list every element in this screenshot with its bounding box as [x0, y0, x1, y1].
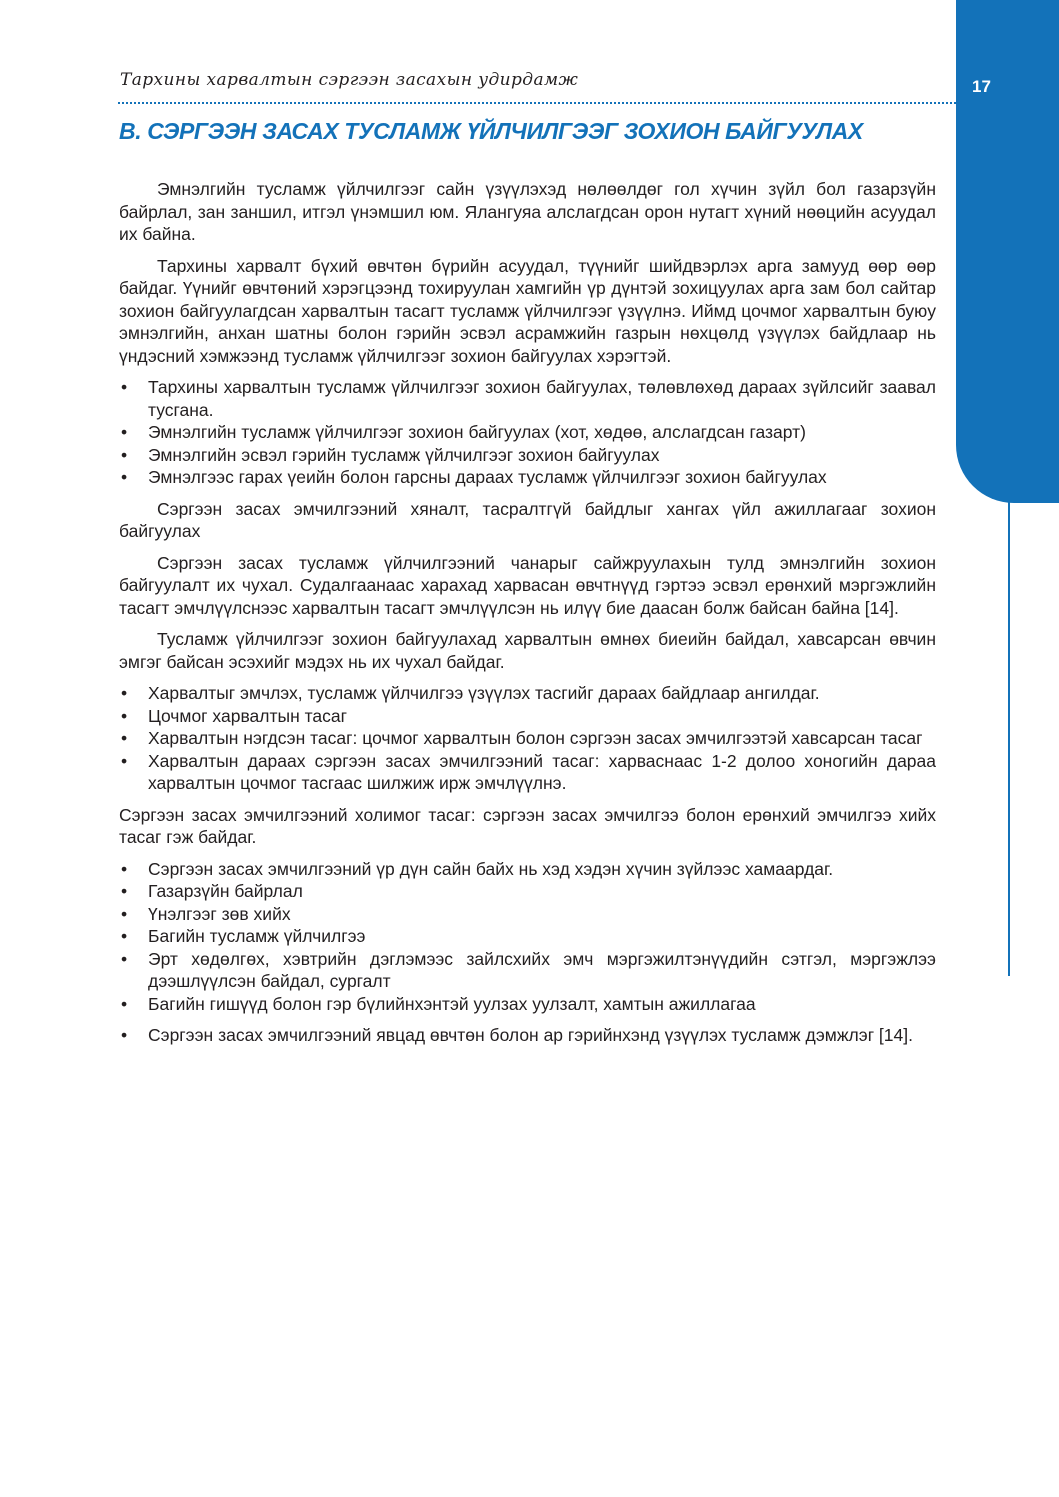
list-item: • Багийн гишүүд болон гэр бүлийнхэнтэй уулзах уулзалт, хамтын ажиллагаа: [119, 993, 936, 1016]
running-header: Тархины харвалтын сэргээн засахын удирдамж: [120, 70, 579, 90]
paragraph: Тусламж үйлчилгээг зохион байгуулахад харвалтын өмнөх биеийн байдал, хавсарсан өвчин эмгэг байсан эсэхийг мэдэх нь их чухал байдаг.: [119, 629, 936, 672]
paragraph: Сэргээн засах тусламж үйлчилгээний чанарыг сайжруулахын тулд эмнэлгийн зохион байгуулалт их чухал. Судалгаанаас харахад харвасан өвчтнүүд гэртээ эсвэл ерөнхий мэргэжлийн тасагт эмчлүүлснээс харвалтын тасагт эмчлүүлсэн нь илүү бие даасан болж байсан байна [14].: [119, 552, 936, 618]
paragraph: Сэргээн засах эмчилгээний холимог тасаг: сэргээн засах эмчилгээ болон ерөнхий эмчилгээ хийх тасаг гэж байдаг.: [119, 804, 936, 847]
bullet-list: [119, 682, 936, 795]
list-item: • Газарзүйн байрлал: [119, 880, 936, 903]
bullet-list: [119, 858, 936, 1016]
list-item: • Харвалтын дараах сэргээн засах эмчилгээний тасаг: харваснаас 1-2 долоо хоногийн дараа харвалтын цочмог тасгаас шилжиж ирж эмчлүүлнэ.: [119, 750, 936, 795]
list-item: • Харвалтыг эмчлэх, тусламж үйлчилгээ үзүүлэх тасгийг дараах байдлаар ангилдаг.: [119, 682, 936, 705]
body-text: [119, 178, 936, 1056]
paragraph: Тархины харвалт бүхий өвчтөн бүрийн асуудал, түүнийг шийдвэрлэх арга замууд өөр өөр байдаг. Үүнийг өвчтөний хэрэгцээнд тохируулан хамгийн үр дүнтэй зохицуулах арга зам бол сайтар зохион байгуулагдсан харвалтын тасагт тусламж үйлчилгээг үзүүлнэ. Иймд цочмог харвалтын буюу эмнэлгийн, анхан шатны болон гэрийн эсвэл асрамжийн газрын нөхцөлд үзүүлэх байдлаар нь үндэсний хэмжээнд тусламж үйлчилгээг зохион байгуулах хэрэгтэй.: [119, 255, 936, 366]
page-number: 17: [972, 77, 991, 96]
list-item: • Сэргээн засах эмчилгээний үр дүн сайн байх нь хэд хэдэн хүчин зүйлээс хамаардаг.: [119, 858, 936, 881]
list-item: • Үнэлгээг зөв хийх: [119, 903, 936, 926]
bullet-list: [119, 376, 936, 489]
list-item: • Эмнэлгээс гарах үеийн болон гарсны дараах тусламж үйлчилгээг зохион байгуулах: [119, 466, 936, 489]
paragraph: Сэргээн засах эмчилгээний хяналт, тасралтгүй байдлыг хангах үйл ажиллагааг зохион байгуулах: [119, 498, 936, 541]
chapter-tab-line: [1008, 500, 1010, 976]
list-item: • Эрт хөдөлгөх, хэвтрийн дэглэмээс зайлсхийх эмч мэргэжилтэнүүдийн сэтгэл, мэргэжлээ дээшлүүлсэн байдал, сургалт: [119, 948, 936, 993]
list-item: • Харвалтын нэгдсэн тасаг: цочмог харвалтын болон сэргээн засах эмчилгээтэй хавсарсан тасаг: [119, 727, 936, 750]
list-item: • Сэргээн засах эмчилгээний явцад өвчтөн болон ар гэрийнхэнд үзүүлэх тусламж дэмжлэг [14].: [119, 1024, 936, 1047]
list-item: • Цочмог харвалтын тасаг: [119, 705, 936, 728]
chapter-tab: [956, 0, 1059, 503]
bullet-list: [119, 1024, 936, 1047]
list-item: • Эмнэлгийн тусламж үйлчилгээг зохион байгуулах (хот, хөдөө, алслагдсан газарт): [119, 421, 936, 444]
section-title: B. СЭРГЭЭН ЗАСАХ ТУСЛАМЖ ҮЙЛЧИЛГЭЭГ ЗОХИОН БАЙГУУЛАХ: [119, 118, 863, 144]
list-item: • Эмнэлгийн эсвэл гэрийн тусламж үйлчилгээг зохион байгуулах: [119, 444, 936, 467]
header-divider: [118, 102, 956, 104]
paragraph: Эмнэлгийн тусламж үйлчилгээг сайн үзүүлэхэд нөлөөлдөг гол хүчин зүйл бол газарзүйн байрлал, зан заншил, итгэл үнэмшил юм. Ялангуяа алслагдсан орон нутагт хүний нөөцийн асуудал их байна.: [119, 179, 936, 244]
list-item: • Багийн тусламж үйлчилгээ: [119, 925, 936, 948]
list-item: • Тархины харвалтын тусламж үйлчилгээг зохион байгуулах, төлөвлөхөд дараах зүйлсийг заавал тусгана.: [119, 376, 936, 421]
